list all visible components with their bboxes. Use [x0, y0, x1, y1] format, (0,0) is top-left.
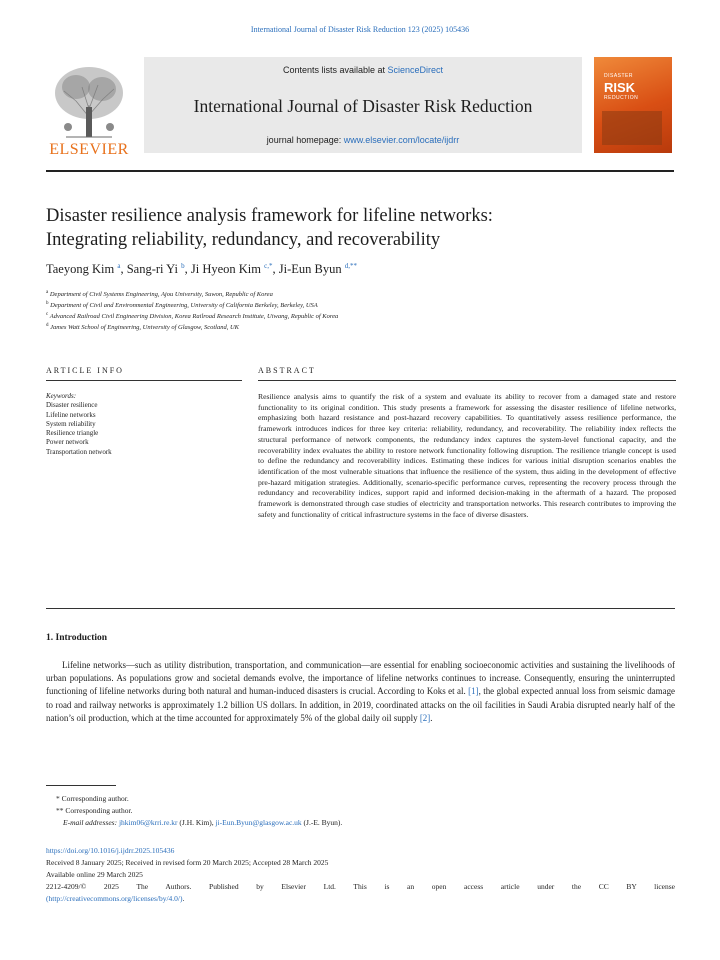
affiliation-sup: b — [46, 301, 49, 306]
intro-text: , the global expected annual loss from seismic damage to road and railway networks is approximately 1.2 billion US dollars. In addition, in 2019, coordinated attacks on the oil facilities in Saudi Arabia disrupted nearly half of the nation’s oil production, which at the time accounted for approximately 5% of the global daily oil supply — [46, 686, 675, 723]
abstract-text: Resilience analysis aims to quantify the risk of a system and evaluate its ability to recover from a damaged state and restore functionality to its original condition. This study presents a framework for assessing the disaster resilience of lifeline networks, emphasizing both hazard resistance and post-hazard recovery capabilities. To quantitatively assess resilience performance, the framework introduces indices for three key criteria: reliability, redundancy, and recoverability. The reliability index reflects the structural performance of network components, the redundancy index captures the system-level functional capacity, and the recoverability index evaluates the ability to restore network functionality following disruption. The resilience triangle concept is used to define the redundancy and recoverability indices. Estimating these indices for various initial disruption scenarios enables the identification of the most vulnerable situations that influence the resilience of the system, thus aiding in the development of effective pre-hazard mitigation strategies. Additionally, scenario-specific performance curves, representing the recovery process through the redundancy and recoverability indices, support rapid and informed decision-making in the aftermath of a hazard. The proposed framework is demonstrated through case studies of electricity and transportation networks. This research contributes to improving the safety and functionality of critical infrastructure systems in the face of diverse disasters. — [258, 392, 676, 519]
affiliation-sup: d — [46, 323, 49, 328]
author-sup[interactable]: b — [181, 262, 185, 270]
affiliation-text: James Watt School of Engineering, University of Glasgow, Scotland, UK — [50, 324, 239, 332]
article-info-heading: ARTICLE INFO — [46, 366, 124, 375]
journal-cover[interactable] — [594, 57, 672, 153]
citation-link[interactable]: [1] — [468, 686, 479, 697]
license-text: 2212-4209/© 2025 The Authors. Published by Elsevier Ltd. This is an open access article under the CC BY license — [46, 882, 675, 891]
keyword: Transportation network — [46, 447, 112, 456]
keyword: Power network — [46, 438, 89, 447]
intro-text: Lifeline networks—such as utility distribution, transportation, and communication—are essential for enabling socioeconomic activities and sustaining the livelihoods of urban populations. As populations grow and societal demands evolve, the importance of lifeline networks continues to increase. Consequently, ensuring the uninterrupted functioning of lifeline networks during both natural and human-induced disasters is crucial. According to Koks et al. — [46, 660, 675, 697]
received-dates: Received 8 January 2025; Received in revised form 20 March 2025; Accepted 28 March 2025 — [46, 858, 329, 867]
homepage-prefix: journal homepage: — [266, 135, 344, 145]
title-line-1: Disaster resilience analysis framework for lifeline networks: — [46, 206, 493, 226]
email-line — [63, 818, 342, 827]
journal-homepage-link[interactable]: www.elsevier.com/locate/ijdrr — [343, 135, 460, 145]
affiliation-text: Advanced Railroad Civil Engineering Division, Korea Railroad Research Institute, Uiwang, Republic of Korea — [49, 313, 339, 321]
author-sup[interactable]: d,** — [344, 262, 357, 270]
author-name[interactable]: Taeyong Kim — [46, 262, 115, 277]
email-link[interactable]: ji-Eun.Byun@glasgow.ac.uk — [215, 818, 302, 827]
keyword: Disaster resilience — [46, 401, 98, 410]
journal-info-box — [144, 57, 582, 153]
journal-title: International Journal of Disaster Risk Reduction — [193, 96, 533, 116]
introduction-heading: 1. Introduction — [46, 633, 108, 643]
header-rule — [46, 170, 674, 172]
journal-header — [46, 57, 674, 161]
affiliation-sup: a — [46, 290, 49, 295]
corresponding-author-note: ** Corresponding author. — [56, 806, 133, 815]
affiliation — [46, 323, 239, 331]
abstract-bottom-rule — [46, 608, 675, 609]
email-label: E-mail addresses: — [63, 818, 118, 827]
elsevier-wordmark: ELSEVIER — [49, 141, 129, 158]
citation-link[interactable]: [2] — [419, 712, 431, 723]
intro-text: . — [430, 712, 433, 723]
author-sup[interactable]: a — [117, 262, 121, 270]
keyword: Resilience triangle — [46, 429, 99, 438]
author-sup[interactable]: c,* — [264, 262, 273, 270]
email-link[interactable]: jhkim06@krri.re.kr — [118, 818, 178, 827]
elsevier-logo[interactable] — [46, 57, 132, 161]
affiliation-sup: c — [46, 312, 49, 317]
license-line — [46, 894, 184, 903]
title-line-2: Integrating reliability, redundancy, and recoverability — [46, 230, 441, 250]
keyword: Lifeline networks — [46, 410, 96, 419]
cover-line3: REDUCTION — [604, 95, 639, 101]
license-link[interactable]: (http://creativecommons.org/licenses/by/4.0/) — [46, 894, 183, 903]
corresponding-author-note: * Corresponding author. — [56, 794, 129, 803]
email-owner: (J.H. Kim), — [177, 818, 216, 827]
cover-image — [602, 111, 662, 145]
footnote-rule — [46, 785, 116, 786]
introduction-paragraph — [46, 659, 675, 725]
abstract-rule — [258, 380, 676, 381]
author-name[interactable]: Sang-ri Yi — [126, 262, 178, 277]
contents-line — [144, 65, 582, 75]
author-name[interactable]: Ji Hyeon Kim — [190, 262, 261, 277]
cover-line2: RISK — [604, 80, 636, 95]
contents-prefix: Contents lists available at — [282, 65, 388, 75]
affiliation — [46, 290, 273, 298]
affiliation-text: Department of Civil and Environmental Engineering, University of California Berkeley, Berkeley, USA — [50, 302, 318, 310]
available-online: Available online 29 March 2025 — [46, 870, 143, 879]
article-title — [46, 204, 666, 252]
article-info-rule — [46, 380, 242, 381]
keywords-block — [46, 392, 112, 457]
doi-link[interactable]: https://doi.org/10.1016/j.ijdrr.2025.105436 — [46, 846, 175, 855]
affiliation — [46, 301, 318, 309]
email-owner: (J.-E. Byun). — [301, 818, 343, 827]
abstract-heading: ABSTRACT — [258, 366, 316, 375]
sciencedirect-link[interactable]: ScienceDirect — [387, 65, 444, 75]
author-name[interactable]: Ji-Eun Byun — [278, 262, 342, 277]
cover-line1: DISASTER — [604, 73, 634, 79]
homepage-line — [144, 135, 582, 145]
keywords-label: Keywords: — [46, 392, 77, 400]
running-header[interactable]: International Journal of Disaster Risk Reduction 123 (2025) 105436 — [250, 25, 470, 34]
affiliation — [46, 312, 338, 320]
license-end: . — [182, 894, 185, 903]
author-list: Taeyong Kim $^a$, Sang-ri Yi $^b$, Ji Hyeon Kim $^{c,*}$, Ji-Eun Byun $^{d,**}$ — [46, 262, 357, 277]
keyword: System reliability — [46, 419, 96, 428]
affiliation-text: Department of Civil Systems Engineering, Ajou University, Suwon, Republic of Korea — [49, 291, 273, 299]
